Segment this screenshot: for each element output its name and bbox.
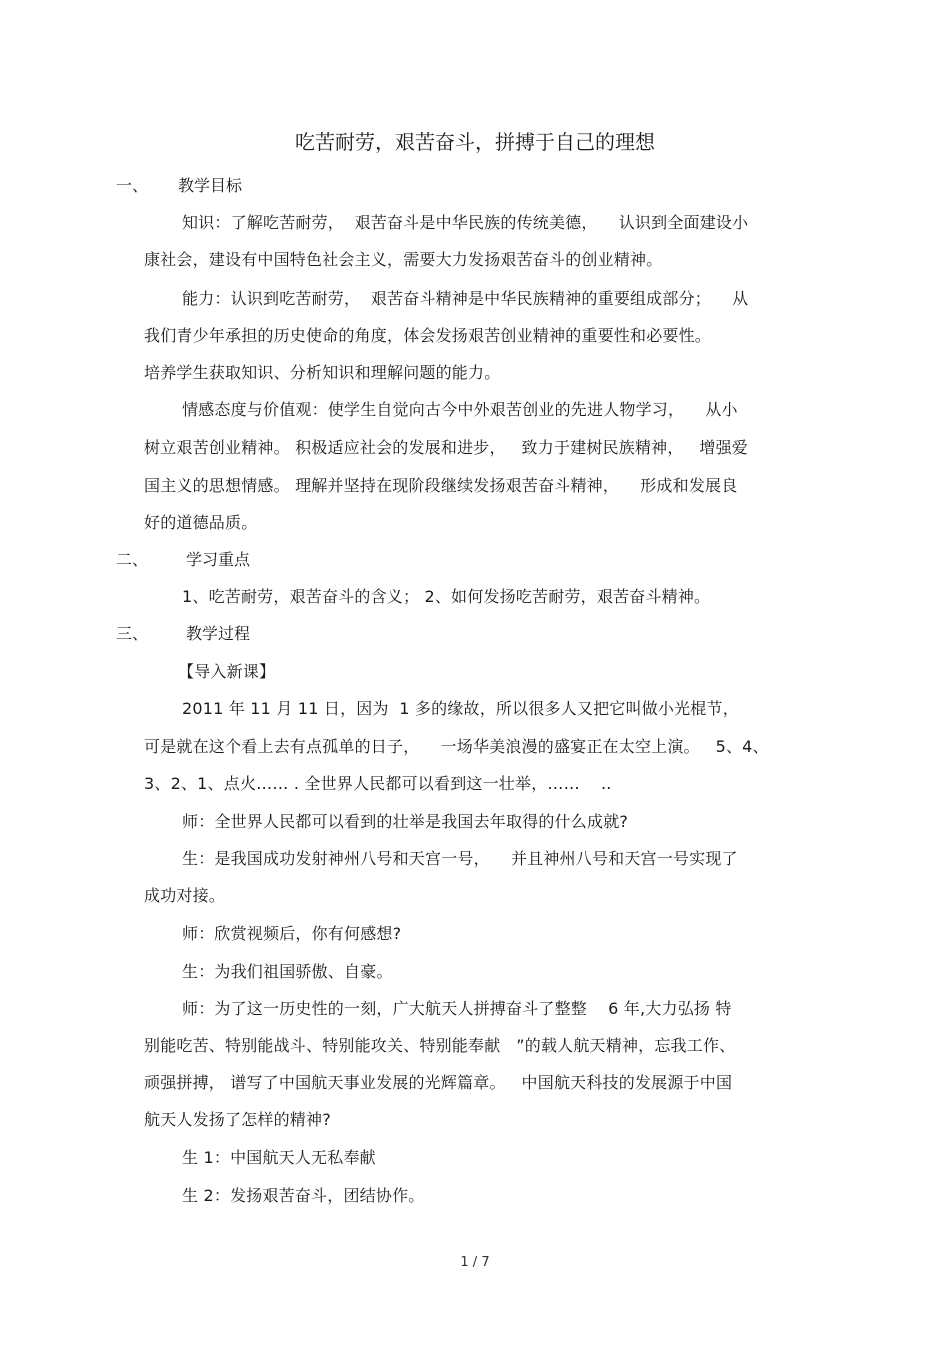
paragraph-line: 树立艰苦创业精神。 积极适应社会的发展和进步， 致力于建树民族精神， 增强爱 — [144, 438, 749, 457]
paragraph-line: 1、吃苦耐劳，艰苦奋斗的含义； 2、如何发扬吃苦耐劳，艰苦奋斗精神。 — [182, 587, 711, 606]
paragraph-line: 2011 年 11 月 11 日，因为 1 多的缘故，所以很多人又把它叫做小光棍节， — [182, 699, 739, 718]
paragraph-line: 3、2、1、点火…… . 全世界人民都可以看到这一壮举，…… .. — [144, 774, 612, 793]
paragraph-line: 生：是我国成功发射神州八号和天宫一号， 并且神州八号和天宫一号实现了 — [182, 849, 738, 868]
paragraph-line: 我们青少年承担的历史使命的角度，体会发扬艰苦创业精神的重要性和必要性。 — [144, 326, 712, 345]
section-number: 二、 — [116, 550, 149, 569]
paragraph-line: 培养学生获取知识、分析知识和理解问题的能力。 — [144, 363, 501, 382]
paragraph-line: 生 1：中国航天人无私奉献 — [182, 1148, 376, 1167]
paragraph-line: 情感态度与价值观：使学生自觉向古今中外艰苦创业的先进人物学习， 从小 — [182, 400, 738, 419]
section-heading: 教学目标 — [178, 176, 243, 195]
paragraph-line: 顽强拼搏， 谱写了中国航天事业发展的光辉篇章。 中国航天科技的发展源于中国 — [144, 1073, 733, 1092]
paragraph-line: 可是就在这个看上去有点孤单的日子， 一场华美浪漫的盛宴正在太空上演。 5、4、 — [144, 737, 769, 756]
paragraph-line: 知识：了解吃苦耐劳， 艰苦奋斗是中华民族的传统美德， 认识到全面建设小 — [182, 213, 749, 232]
section-number: 三、 — [116, 624, 149, 643]
paragraph-line: 别能吃苦、特别能战斗、特别能攻关、特别能奉献 ”的载人航天精神，忘我工作、 — [144, 1036, 736, 1055]
paragraph-line: 成功对接。 — [144, 886, 226, 905]
section-number: 一、 — [116, 176, 149, 195]
paragraph-line: 生：为我们祖国骄傲、自豪。 — [182, 962, 393, 981]
paragraph-line: 康社会，建设有中国特色社会主义，需要大力发扬艰苦奋斗的创业精神。 — [144, 250, 663, 269]
paragraph-line: 航天人发扬了怎样的精神? — [144, 1110, 331, 1129]
paragraph-line: 【导入新课】 — [178, 662, 276, 681]
paragraph-line: 师：全世界人民都可以看到的壮举是我国去年取得的什么成就? — [182, 812, 629, 831]
section-heading: 学习重点 — [186, 550, 251, 569]
paragraph-line: 能力：认识到吃苦耐劳， 艰苦奋斗精神是中华民族精神的重要组成部分； 从 — [182, 289, 749, 308]
section-heading: 教学过程 — [186, 624, 251, 643]
page-number: 1 / 7 — [460, 1255, 490, 1270]
paragraph-line: 师：欣赏视频后，你有何感想? — [182, 924, 402, 943]
paragraph-line: 国主义的思想情感。 理解并坚持在现阶段继续发扬艰苦奋斗精神， 形成和发展良 — [144, 476, 738, 495]
paragraph-line: 师：为了这一历史性的一刻，广大航天人拼搏奋斗了整整 6 年,大力弘扬 特 — [182, 999, 732, 1018]
document-title: 吃苦耐劳，艰苦奋斗，拼搏于自己的理想 — [295, 130, 655, 154]
paragraph-line: 好的道德品质。 — [144, 513, 258, 532]
paragraph-line: 生 2：发扬艰苦奋斗，团结协作。 — [182, 1186, 425, 1205]
